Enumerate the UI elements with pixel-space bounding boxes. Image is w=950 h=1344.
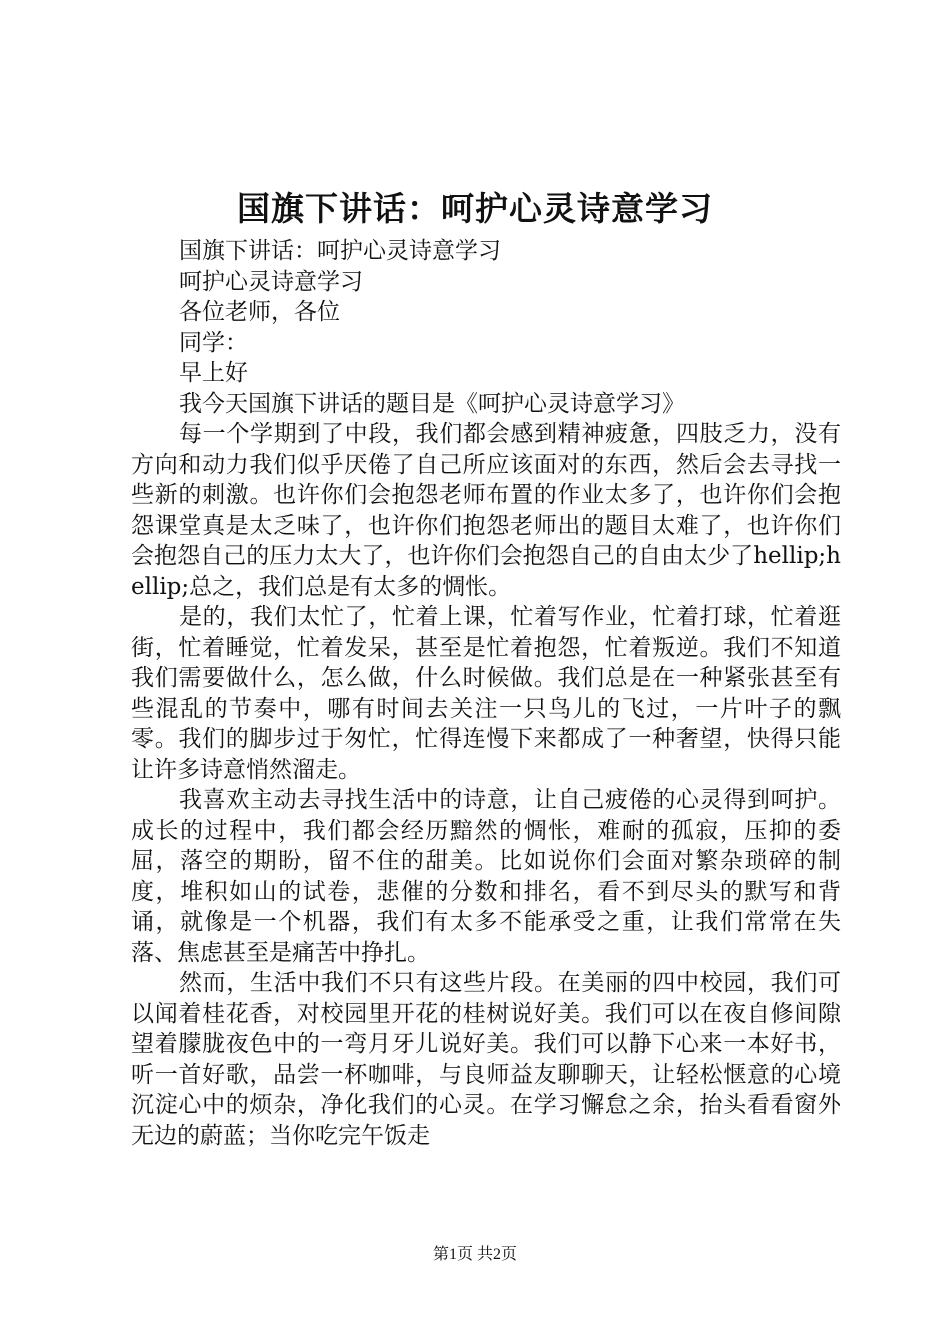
paragraph: 各位老师，各位 [179, 299, 340, 325]
paragraph: 然而，生活中我们不只有这些片段。在美丽的四中校园，我们可以闻着桂花香，对校园里开花的桂树说好美。我们可以在夜自修间隙望着朦胧夜色中的一弯月牙儿说好美。我们可以静下心来一本好书，听一首好歌，品尝一杯咖啡，与良师益友聊聊天，让轻松惬意的心境沉淀心中的烦杂，净化我们的心灵。在学习懈怠之余，抬头看看窗外无边的蔚蓝；当你吃完午饭走 [131, 970, 841, 1149]
paragraph: 我喜欢主动去寻找生活中的诗意，让自己疲倦的心灵得到呵护。成长的过程中，我们都会经历黯然的惆怅，难耐的孤寂，压抑的委屈，落空的期盼，留不住的甜美。比如说你们会面对繁杂琐碎的制度，堆积如山的试卷，悲催的分数和排名，看不到尽头的默写和背诵，就像是一个机器，我们有太多不能承受之重，让我们常常在失落、焦虑甚至是痛苦中挣扎。 [131, 787, 841, 966]
document-body [131, 236, 841, 1151]
paragraph: 同学： [179, 329, 248, 356]
paragraph: 早上好 [179, 360, 248, 386]
paragraph: 每一个学期到了中段，我们都会感到精神疲惫，四肢乏力，没有方向和动力我们似乎厌倦了自己所应该面对的东西，然后会去寻找一些新的刺激。也许你们会抱怨老师布置的作业太多了，也许你们会抱怨课堂真是太乏味了，也许你们抱怨老师出的题目太难了，也许你们会抱怨自己的压力太大了，也许你们会抱怨自己的自由太少了hellip;hellip;总之，我们总是有太多的惆怅。 [131, 421, 841, 600]
page-indicator: 第1页 共2页 [432, 1246, 517, 1263]
paragraph: 呵护心灵诗意学习 [179, 268, 363, 295]
paragraph: 国旗下讲话：呵护心灵诗意学习 [179, 238, 501, 264]
document-title: 国旗下讲话：呵护心灵诗意学习 [237, 189, 713, 228]
paragraph: 是的，我们太忙了，忙着上课，忙着写作业，忙着打球，忙着逛街，忙着睡觉，忙着发呆，甚至是忙着抱怨，忙着叛逆。我们不知道我们需要做什么，怎么做，什么时候做。我们总是在一种紧张甚至有些混乱的节奏中，哪有时间去关注一只鸟儿的飞过，一片叶子的飘零。我们的脚步过于匆忙，忙得连慢下来都成了一种奢望，快得只能让许多诗意悄然溜走。 [131, 604, 841, 783]
paragraph: 我今天国旗下讲话的题目是《呵护心灵诗意学习》 [179, 390, 685, 417]
